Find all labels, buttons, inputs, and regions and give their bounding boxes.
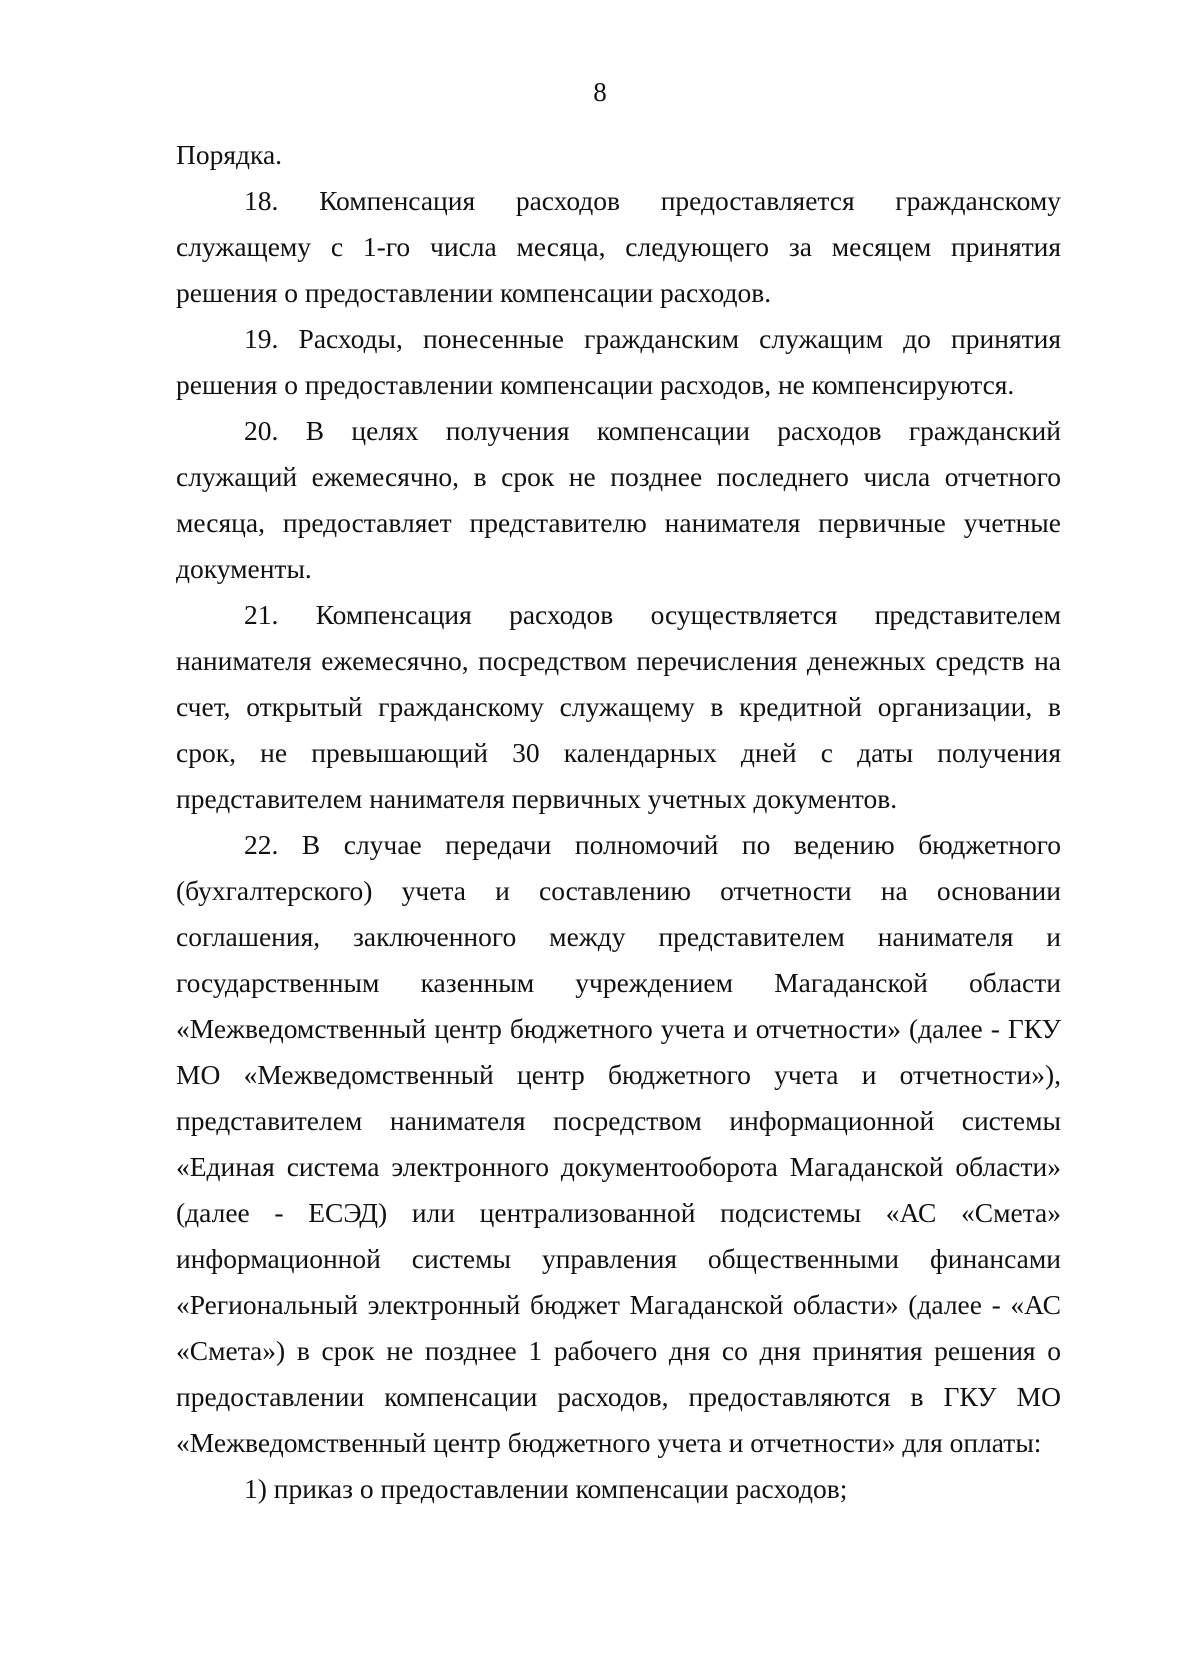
paragraph-continuation: Порядка. xyxy=(176,139,283,170)
page-number: 8 xyxy=(593,77,607,107)
list-item-1: 1) приказ о предоставлении компенсации расходов; xyxy=(244,1473,848,1504)
paragraph-19: 19. Расходы, понесенные гражданским служащим до принятия решения о предоставлении компенсации расходов, не компенсируются. xyxy=(176,323,1061,400)
paragraph-22: 22. В случае передачи полномочий по ведению бюджетного (бухгалтерского) учета и составлению отчетности на основании соглашения, заключенного между представителем нанимателя и государственным казенным учреждением Магаданской области «Межведомственный центр бюджетного учета и отчетности» (далее - ГКУ МО «Межведомственный центр бюджетного учета и отчетности»), представителем нанимателя посредством информационной системы «Единая система электронного документооборота Магаданской области» (далее - ЕСЭД) или централизованной подсистемы «АС «Смета» информационной системы управления общественными финансами «Региональный электронный бюджет Магаданской области» (далее - «АС «Смета») в срок не позднее 1 рабочего дня со дня принятия решения о предоставлении компенсации расходов, предоставляются в ГКУ МО «Межведомственный центр бюджетного учета и отчетности» для оплаты: xyxy=(176,829,1061,1458)
paragraph-21: 21. Компенсация расходов осуществляется представителем нанимателя ежемесячно, посредством перечисления денежных средств на счет, открытый гражданскому служащему в кредитной организации, в срок, не превышающий 30 календарных дней с даты получения представителем нанимателя первичных учетных документов. xyxy=(176,599,1061,814)
paragraph-18: 18. Компенсация расходов предоставляется гражданскому служащему с 1-го числа месяца, следующего за месяцем принятия решения о предоставлении компенсации расходов. xyxy=(176,185,1061,308)
document-body xyxy=(176,132,1061,1512)
paragraph-20: 20. В целях получения компенсации расходов гражданский служащий ежемесячно, в срок не позднее последнего числа отчетного месяца, предоставляет представителю нанимателя первичные учетные документы. xyxy=(176,415,1061,584)
